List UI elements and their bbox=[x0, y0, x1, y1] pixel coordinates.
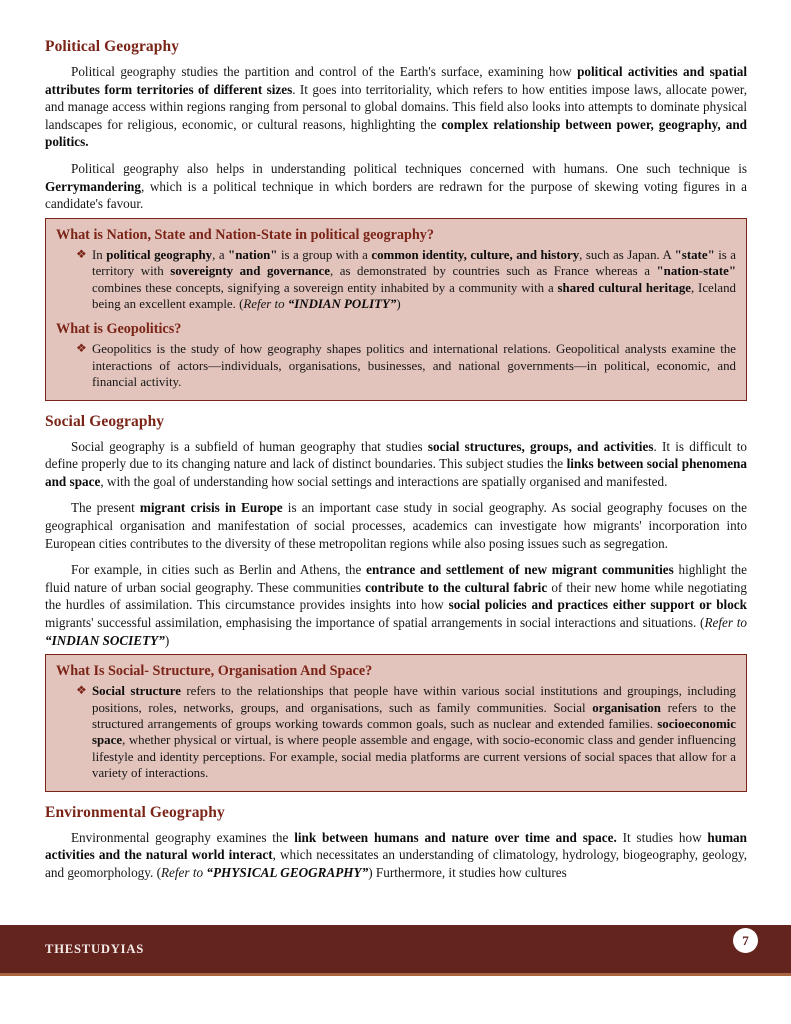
callout-bullet-list bbox=[56, 247, 736, 313]
footer-brand-label: THESTUDYIAS bbox=[45, 942, 145, 956]
callout-question-heading: What Is Social- Structure, Organisation And Space? bbox=[56, 663, 373, 680]
page-content bbox=[45, 38, 747, 883]
list-item bbox=[56, 683, 736, 781]
section-political-geography bbox=[45, 38, 747, 213]
paragraph: Political geography also helps in understanding political techniques concerned with humans. One such technique is Gerrymandering, which is a political technique in which borders are redrawn for the purpose of skewing voting figures in a candidate's favour. bbox=[45, 160, 747, 212]
paragraph: Social geography is a subfield of human geography that studies social structures, groups, and activities. It is difficult to define properly due to its changing nature and lack of distinct boundaries. This subject studies the links between social phenomena and space, with the goal of understanding how social settings and interactions are spatially organised and manifested. bbox=[45, 438, 747, 489]
list-item bbox=[56, 341, 736, 390]
callout-bullet-list bbox=[56, 341, 736, 390]
list-item-text: In political geography, a "nation" is a group with a common identity, culture, and history, such as Japan. A "state" is a territory with sovereignty and governance, as demonstrated by countries such as France whereas a "nation-state" combines these concepts, signifying a sovereign entity inhabited by a community with a shared cultural heritage, Iceland being an excellent example. (Refer to “INDIAN POLITY”) bbox=[92, 247, 737, 311]
section-environmental-geography bbox=[45, 804, 747, 882]
list-item-text: Geopolitics is the study of how geography shapes politics and international relations. Geopolitical analysts examine the interactions of actors—individuals, organisations, businesses, and national governments—in political, economic, and financial activity. bbox=[92, 342, 736, 390]
list-item-text: Social structure refers to the relationships that people have within various social institutions and groupings, including positions, roles, networks, groups, and organisations, such as family communities. Social organisation refers to the structured arrangements of groups working towards common goals, such as nuclear and extended families. socioeconomic space, whether physical or virtual, is where people assemble and engage, with socio-economic class and gender influencing lifestyle and identity perceptions. For example, social media platforms are current versions of social spaces that allow for a variety of interactions. bbox=[92, 684, 737, 781]
section-heading-environmental-geography: Environmental Geography bbox=[45, 803, 225, 821]
section-heading-political-geography: Political Geography bbox=[45, 38, 180, 55]
page-number-badge: 7 bbox=[733, 928, 758, 953]
callout-nation-state bbox=[45, 218, 747, 401]
paragraph: For example, in cities such as Berlin and Athens, the entrance and settlement of new migrant communities highlight the fluid nature of urban social geography. These communities contribute to the cultural fabric of their new home while negotiating the hurdles of assimilation. This circumstance provides insights into how social policies and practices either support or block migrants' successful assimilation, emphasising the importance of spatial arrangements in social interactions and situations. (Refer to “INDIAN SOCIETY”) bbox=[45, 562, 747, 648]
callout-question-heading: What is Nation, State and Nation-State in political geography? bbox=[56, 226, 434, 243]
callout-question-heading: What is Geopolitics? bbox=[56, 321, 182, 338]
diamond-bullet-icon: ❖ bbox=[76, 683, 87, 698]
list-item bbox=[56, 247, 736, 313]
footer-accent-line bbox=[0, 973, 791, 976]
section-social-geography bbox=[45, 413, 747, 650]
diamond-bullet-icon: ❖ bbox=[76, 341, 87, 356]
callout-social-structure bbox=[45, 654, 747, 791]
diamond-bullet-icon: ❖ bbox=[76, 246, 87, 261]
callout-bullet-list bbox=[56, 683, 736, 781]
paragraph: Political geography studies the partition and control of the Earth's surface, examining how political activities and spatial attributes form territories of different sizes. It goes into territoriality, which refers to how entities impose laws, allocate power, and manage access within regions ranging from personal to global domains. This field also looks into attempts to dominate physical landscapes for religious, economic, or cultural reasons, highlighting the complex relationship between power, geography, and politics. bbox=[45, 64, 748, 150]
paragraph: The present migrant crisis in Europe is an important case study in social geography. As social geography focuses on the geographical organisation and manifestation of social processes, academics can investigate how migrants' incorporation into European cities contributes to the diversity of these metropolitan regions while also posing issues such as segregation. bbox=[45, 500, 747, 551]
section-heading-social-geography: Social Geography bbox=[45, 412, 165, 430]
paragraph: Environmental geography examines the link between humans and nature over time and space. It studies how human activities and the natural world interact, which necessitates an understanding of climatology, hydrology, biogeography, geology, and geomorphology. (Refer to “PHYSICAL GEOGRAPHY”) Furthermore, it studies how cultures bbox=[45, 829, 748, 880]
